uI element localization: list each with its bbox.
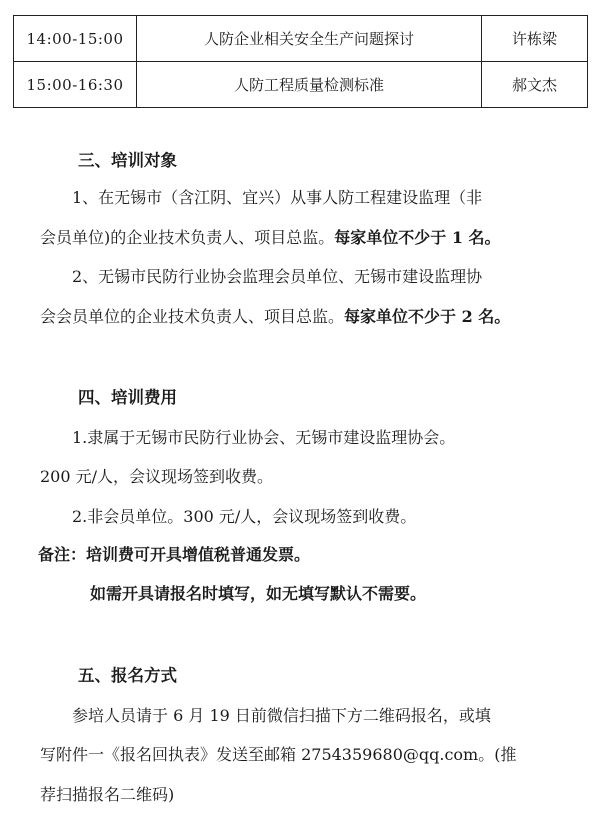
- section4-heading: 四、培训费用: [78, 388, 177, 407]
- section3-p2-line2: [40, 299, 510, 335]
- section3-p2-requirement: 每家单位不少于 2 名。: [344, 307, 511, 326]
- section4-note-line1: 备注：培训费可开具增值税普通发票。: [38, 545, 311, 564]
- table-row: [14, 62, 588, 108]
- section3-p2-line1: 2、无锡市民防行业协会监理会员单位、无锡市建设监理协: [72, 267, 483, 286]
- section5-line3: 荐扫描报名二维码): [40, 785, 175, 804]
- section4-p1-line2: 200 元/人，会议现场签到收费。: [40, 467, 274, 486]
- table-row: [14, 16, 588, 62]
- speaker-cell: 郝文杰: [482, 62, 588, 108]
- section3-p1-line2: [40, 220, 501, 256]
- section5-heading: 五、报名方式: [78, 666, 177, 685]
- section4-p1-line1: 1.隶属于无锡市民防行业协会、无锡市建设监理协会。: [72, 428, 456, 447]
- time-cell: 15:00-16:30: [14, 62, 137, 108]
- topic-cell: 人防企业相关安全生产问题探讨: [137, 16, 482, 62]
- section3-p1-text: 会员单位)的企业技术负责人、项目总监。: [40, 228, 335, 247]
- topic-cell: 人防工程质量检测标准: [137, 62, 482, 108]
- schedule-table: [13, 15, 588, 108]
- section4-note-line2: 如需开具请报名时填写，如无填写默认不需要。: [90, 584, 427, 603]
- speaker-cell: 许栋梁: [482, 16, 588, 62]
- section3-heading: 三、培训对象: [78, 151, 177, 170]
- section3-p2-text: 会会员单位的企业技术负责人、项目总监。: [40, 307, 345, 326]
- section3-p1-line1: 1、在无锡市（含江阴、宜兴）从事人防工程建设监理（非: [72, 188, 483, 207]
- section5-line1: 参培人员请于 6 月 19 日前微信扫描下方二维码报名，或填: [72, 706, 491, 725]
- time-cell: 14:00-15:00: [14, 16, 137, 62]
- section5-line2: 写附件一《报名回执表》发送至邮箱 2754359680@qq.com。(推: [40, 745, 517, 764]
- section4-p2: 2.非会员单位。300 元/人，会议现场签到收费。: [72, 507, 417, 526]
- section3-p1-requirement: 每家单位不少于 1 名。: [334, 228, 501, 247]
